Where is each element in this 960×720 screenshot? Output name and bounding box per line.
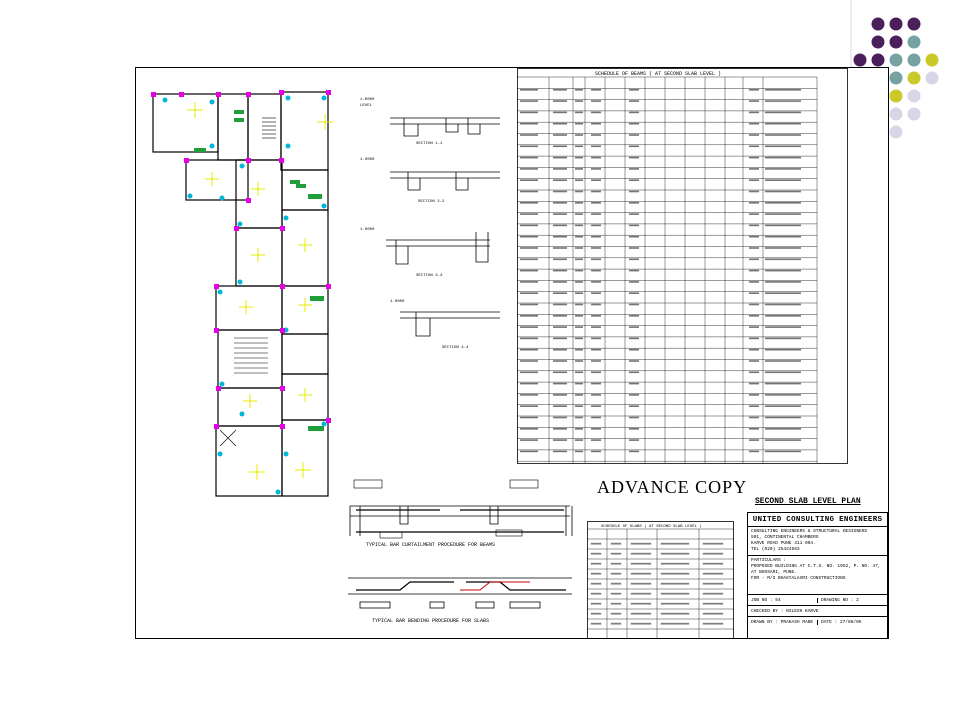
section-label: SECTION 3-3 <box>416 274 443 278</box>
particulars-line: FOR - M/S BHAGYALAXMI CONSTRUCTIONS <box>751 576 846 581</box>
svg-text:1.0000: 1.0000 <box>360 158 375 162</box>
consultant-line: TEL (020) 25424563 <box>751 547 800 552</box>
advance-copy-stamp: ADVANCE COPY <box>597 477 748 497</box>
beam-schedule-table <box>517 68 848 464</box>
beam-sections <box>360 92 515 362</box>
floor-plan <box>150 88 350 500</box>
decorative-dot <box>890 54 903 67</box>
decorative-dot <box>926 54 939 67</box>
typical-beam-detail <box>340 476 580 551</box>
decorative-dot <box>890 126 903 139</box>
svg-text:1.0000: 1.0000 <box>360 228 375 232</box>
checked-by: CHECKED BY : NILESH KARVE <box>751 608 819 614</box>
particulars <box>748 556 887 595</box>
particulars-label: PARTICULARS : <box>751 558 787 563</box>
drawn-by: DRAWN BY : PRAKASH MANE <box>751 619 814 625</box>
job-row <box>748 595 887 606</box>
job-no: JOB NO : 54 <box>751 597 781 603</box>
decorative-dot <box>872 54 885 67</box>
section-label: SECTION 4-4 <box>442 346 469 350</box>
decorative-dot <box>890 72 903 85</box>
drawing-date: DATE : 27/08/05 <box>817 620 887 625</box>
company-name: UNITED CONSULTING ENGINEERS <box>748 513 887 527</box>
decorative-dot <box>872 18 885 31</box>
typical-slab-detail <box>340 556 580 628</box>
section-label: SECTION 1-1 <box>416 142 443 146</box>
svg-text:1.0000: 1.0000 <box>360 98 375 102</box>
decorative-dot <box>854 54 867 67</box>
decorative-dot <box>926 72 939 85</box>
checked-row <box>748 606 887 617</box>
decorative-dot <box>908 54 921 67</box>
decorative-dot <box>908 90 921 103</box>
decorative-dot <box>890 36 903 49</box>
decorative-dot <box>908 108 921 121</box>
particulars-line: PROPOSED BUILDING AT C.T.S. NO. 1952, P. NO. 47, <box>751 564 881 569</box>
plan-title: SECOND SLAB LEVEL PLAN <box>755 497 861 506</box>
decorative-dot <box>908 18 921 31</box>
consultant-line: CONSULTING ENGINEERS & STRUCTURAL DESIGNERS <box>751 529 868 534</box>
decorative-dot <box>890 108 903 121</box>
svg-text:1.0000: 1.0000 <box>390 300 405 304</box>
title-block <box>747 512 888 639</box>
consultant-address <box>748 527 887 556</box>
section-label: SECTION 2-2 <box>418 200 445 204</box>
consultant-line: KARVE ROAD PUNE 411 004. <box>751 541 816 546</box>
particulars-line: AT BHOSARI, PUNE. <box>751 570 797 575</box>
drawn-row <box>748 617 887 627</box>
decorative-dot <box>908 72 921 85</box>
beam-schedule-title: SCHEDULE OF BEAMS ( AT SECOND SLAB LEVEL ) <box>595 71 722 77</box>
decorative-dot <box>890 90 903 103</box>
drawing-no: DRAWING NO : 2 <box>817 598 887 603</box>
decorative-dot <box>872 36 885 49</box>
typical-beam-caption: TYPICAL BAR CURTAILMENT PROCEDURE FOR BEAMS <box>366 542 496 548</box>
consultant-line: 501, CONTINENTAL CHAMBERS <box>751 535 819 540</box>
svg-text:LEVEL: LEVEL <box>360 104 373 108</box>
typical-slab-caption: TYPICAL BAR BENDING PROCEDURE FOR SLABS <box>372 618 490 624</box>
slab-schedule-table <box>587 521 734 639</box>
decorative-dot <box>908 36 921 49</box>
slab-schedule-title: SCHEDULE OF SLABS ( AT SECOND SLAB LEVEL ) <box>601 525 702 529</box>
decorative-dot <box>890 18 903 31</box>
